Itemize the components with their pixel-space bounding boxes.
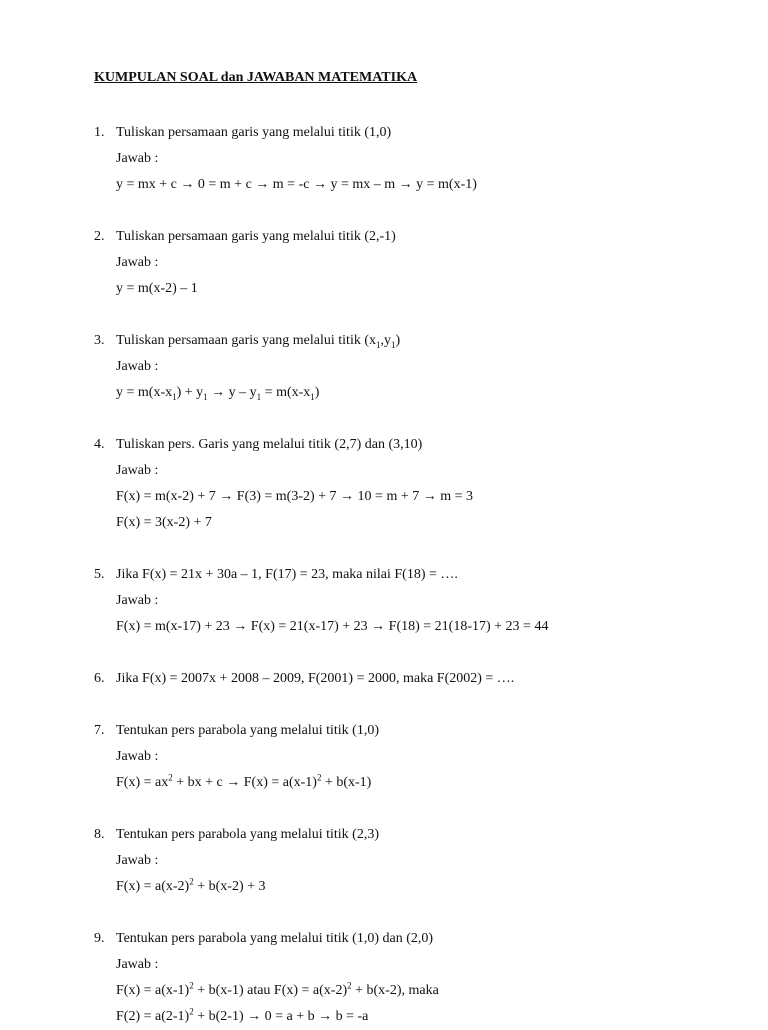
question-text: Tentukan pers parabola yang melalui titik (2,3): [116, 827, 379, 842]
question-line: [94, 926, 734, 952]
question-line: [94, 328, 734, 354]
question-number: 3.: [94, 333, 105, 348]
question-item: [94, 822, 734, 900]
jawab-label: Jawab :: [116, 749, 159, 764]
question-item: [94, 328, 734, 406]
question-number: 6.: [94, 671, 105, 686]
answer-line: F(x) = m(x-17) + 23 → F(x) = 21(x-17) + 23 → F(18) = 21(18-17) + 23 = 44: [116, 619, 549, 634]
question-line: [94, 224, 734, 250]
question-number: 8.: [94, 827, 105, 842]
jawab-label: Jawab :: [116, 593, 159, 608]
question-item: [94, 718, 734, 796]
question-line: [94, 120, 734, 146]
jawab-label: Jawab :: [116, 151, 159, 166]
question-text: Jika F(x) = 21x + 30a – 1, F(17) = 23, maka nilai F(18) = ….: [116, 567, 458, 582]
answer-line: F(x) = m(x-2) + 7 → F(3) = m(3-2) + 7 → 10 = m + 7 → m = 3: [116, 489, 474, 504]
answer-line: y = m(x-2) – 1: [116, 281, 198, 296]
question-number: 4.: [94, 437, 105, 452]
jawab-label: Jawab :: [116, 255, 159, 270]
question-text: Tentukan pers parabola yang melalui titik (1,0) dan (2,0): [116, 931, 434, 946]
question-item: [94, 926, 734, 1030]
page-title: KUMPULAN SOAL dan JAWABAN MATEMATIKA: [94, 70, 418, 85]
question-line: [94, 666, 734, 692]
jawab-label: Jawab :: [116, 463, 159, 478]
question-item: [94, 666, 734, 692]
question-item: [94, 562, 734, 640]
question-line: [94, 822, 734, 848]
answer-line: F(x) = 3(x-2) + 7: [116, 515, 212, 530]
jawab-label: Jawab :: [116, 957, 159, 972]
answer-line: $y = m(x-x_1) + y_1 \to y - y_1 = m(x-x_1)$: [116, 385, 320, 402]
question-text: Tentukan pers parabola yang melalui titik (1,0): [116, 723, 379, 738]
question-number: 9.: [94, 931, 105, 946]
jawab-label: Jawab :: [116, 359, 159, 374]
question-line: [94, 718, 734, 744]
question-item: [94, 224, 734, 302]
answer-line: $F(x) = ax^2$ + bx + $c \to F(x) = a(x-1)^2 + b(x-1)$: [116, 772, 372, 790]
question-text: Tuliskan pers. Garis yang melalui titik (2,7) dan (3,10): [116, 437, 423, 452]
question-text: Tuliskan persamaan garis yang melalui titik (1,0): [116, 125, 392, 140]
question-item: [94, 120, 734, 198]
question-number: 5.: [94, 567, 105, 582]
question-line: [94, 432, 734, 458]
question-number: 2.: [94, 229, 105, 244]
question-text: Tuliskan persamaan garis yang melalui titik $(x_1,y_1)$: [116, 333, 401, 350]
question-text: Tuliskan persamaan garis yang melalui titik (2,-1): [116, 229, 396, 244]
answer-line: $F(x) = a(x-2)^2 + b(x-2) + 3$: [116, 876, 266, 894]
answer-line: $F(x) = a(x-1)^2 + b(x-1)$ atau $F(x) = a(x-2)^2 + b(x-2)$, maka: [116, 980, 439, 998]
answer-line: y = mx + c → 0 = m + c → m = -c → y = mx – m → y = m(x-1): [116, 177, 477, 192]
jawab-label: Jawab :: [116, 853, 159, 868]
question-item: [94, 432, 734, 536]
question-number: 1.: [94, 125, 105, 140]
question-line: [94, 562, 734, 588]
answer-line: $F(2) = a(2-1)^2 + b(2-1) \to 0 = a + b \to b = -a$: [116, 1006, 369, 1024]
question-text: Jika F(x) = 2007x + 2008 – 2009, F(2001) = 2000, maka F(2002) = ….: [116, 671, 515, 686]
question-number: 7.: [94, 723, 105, 738]
